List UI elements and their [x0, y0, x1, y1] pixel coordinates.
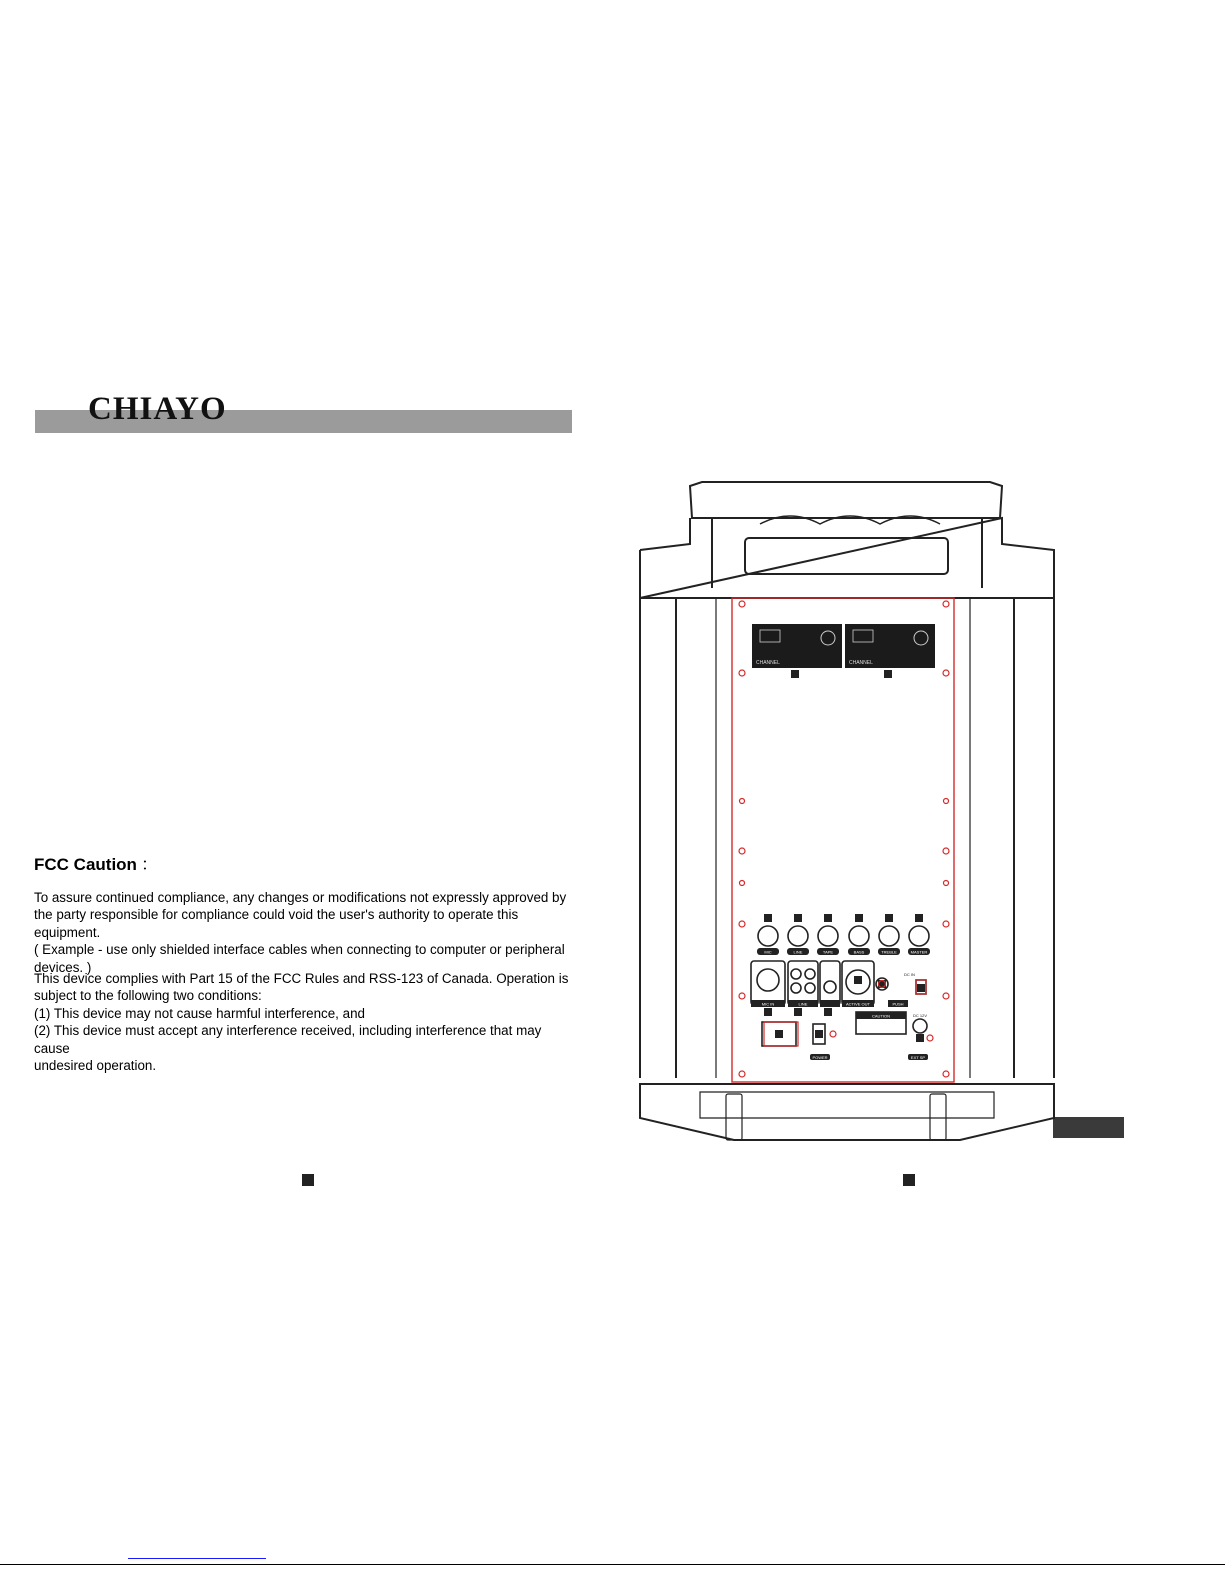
knob-label: BASS [853, 949, 865, 955]
text-line: (1) This device may not cause harmful interference, and [34, 1005, 365, 1021]
dc-in-label: DC IN [904, 972, 915, 977]
line-label: LINE [798, 1001, 808, 1007]
ext-sp-label: EXT SP [910, 1055, 926, 1060]
knob-label: MIC [764, 949, 772, 955]
fcc-title-text: FCC Caution [34, 855, 137, 874]
channel-label-1: CHANNEL [756, 660, 780, 666]
fcc-paragraph-1 [34, 889, 579, 976]
push-label: PUSH [892, 1001, 904, 1007]
power-label: POWER [812, 1055, 828, 1060]
footer-rule [0, 1564, 1225, 1565]
knob-label: MASTER [910, 949, 928, 955]
text-line: This device complies with Part 15 of the FCC Rules and RSS-123 of Canada. Operation is [34, 971, 569, 986]
speaker-rear-illustration [630, 478, 1066, 1148]
mic-in-label: MIC IN [761, 1001, 775, 1007]
text-line: subject to the following two conditions: [34, 988, 262, 1004]
fcc-paragraph-2 [34, 970, 579, 1074]
page-number-marker-right [903, 1174, 915, 1186]
caution-label: CAUTION [872, 1013, 890, 1019]
page-number-marker-left [302, 1174, 314, 1186]
text-line: devices. ) [34, 959, 92, 975]
text-line: the party responsible for compliance could void the user's authority to operate this equipment. [34, 907, 519, 940]
fcc-title-colon: ： [140, 855, 158, 874]
text-line: ( Example - use only shielded interface cables when connecting to computer or peripheral [34, 942, 565, 958]
text-line: undesired operation. [34, 1058, 157, 1074]
footer-link-underline [128, 1558, 266, 1559]
active-out-label: ACTIVE OUT [845, 1001, 871, 1007]
knob-label: TAPE [822, 949, 834, 955]
channel-label-2: CHANNEL [849, 660, 873, 666]
knob-label: LINE [793, 949, 803, 955]
dc-volt-label: DC 12V [913, 1013, 928, 1018]
fcc-heading [34, 850, 158, 875]
text-line: To assure continued compliance, any changes or modifications not expressly approved by [34, 890, 567, 905]
text-line: (2) This device must accept any interference received, including interference that may cause [34, 1023, 542, 1056]
knob-label: TREBLE [881, 949, 897, 955]
brand-logo: CHIAYO [88, 391, 227, 427]
